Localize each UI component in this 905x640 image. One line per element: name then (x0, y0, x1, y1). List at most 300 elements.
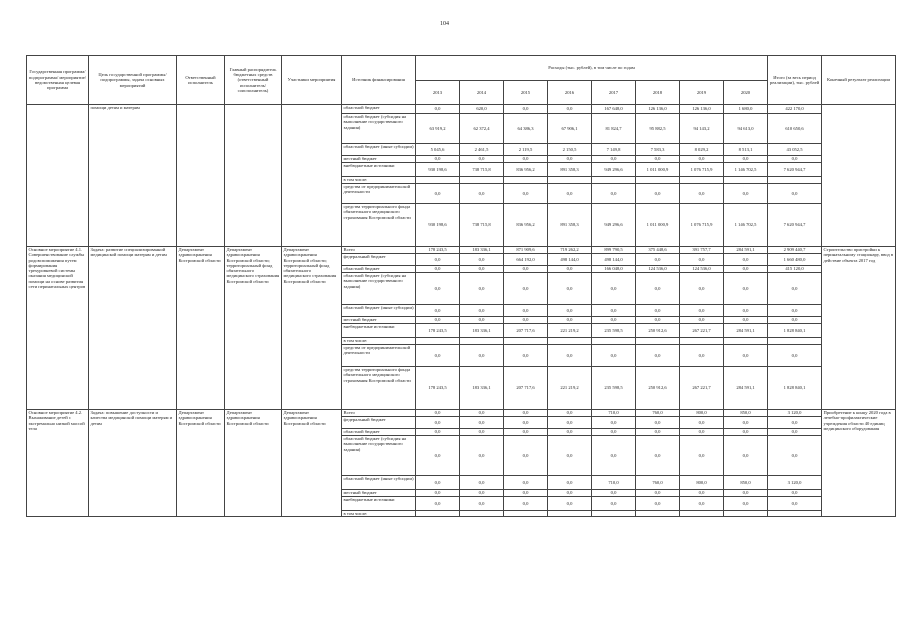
year-value (592, 511, 636, 517)
year-value: 891 358,3 (548, 163, 592, 177)
year-value: 94 143,2 (680, 114, 724, 144)
funding-source: в том числе: (342, 338, 416, 345)
year-value: 930 198,6 (416, 163, 460, 177)
total-value: 422 170,0 (768, 105, 822, 114)
year-value: 760,0 (636, 476, 680, 490)
year-value: 899 790,5 (592, 247, 636, 254)
header-result: Конечный результат реализации (822, 56, 896, 105)
year-value: 0,0 (680, 254, 724, 266)
year-value: 0,0 (504, 490, 548, 497)
year-value: 0,0 (680, 497, 724, 511)
year-value: 5 045,6 (416, 144, 460, 156)
year-value: 0,0 (460, 417, 504, 429)
year-value: 284 591,1 (724, 247, 768, 254)
budget-table (26, 55, 896, 517)
year-value: 710,0 (592, 476, 636, 490)
funding-source: областной бюджет (субсидия на выполнение государственного задания) (342, 436, 416, 476)
table-row (27, 247, 896, 254)
year-value: 267 221,7 (680, 324, 724, 338)
year-value (680, 338, 724, 345)
year-value: 738 715,8 (460, 163, 504, 177)
total-value: 1 828 840,1 (768, 367, 822, 410)
total-value: 1 660 480,0 (768, 254, 822, 266)
goal-cell: Задача: развитие специализированной медицинской помощи матерям и детям (89, 247, 177, 410)
total-value: 3 120,0 (768, 410, 822, 417)
total-value: 0,0 (768, 156, 822, 163)
year-value: 0,0 (680, 417, 724, 429)
year-value: 0,0 (548, 273, 592, 305)
year-value: 0,0 (724, 429, 768, 436)
year-value (680, 177, 724, 184)
year-value: 0,0 (416, 490, 460, 497)
year-value: 0,0 (416, 254, 460, 266)
year-value: 0,0 (548, 410, 592, 417)
year-value: 0,0 (504, 305, 548, 317)
responsible-cell: Департамент здравоохранения Костромской области (177, 247, 225, 410)
year-value: 0,0 (636, 254, 680, 266)
year-value: 0,0 (548, 105, 592, 114)
year-value: 0,0 (504, 273, 548, 305)
year-value: 375 448,6 (636, 247, 680, 254)
header-year: 2014 (460, 81, 504, 105)
year-value: 1 011 000,9 (636, 163, 680, 177)
funding-source: областной бюджет (342, 266, 416, 273)
year-value: 235 598,5 (592, 367, 636, 410)
table-row (27, 105, 896, 114)
result-cell: Строительство пристройки к перинатальному стационару, ввод в действие объекта 2017 год (822, 247, 896, 410)
year-value: 719 262,2 (548, 247, 592, 254)
year-value: 0,0 (460, 254, 504, 266)
year-value: 0,0 (680, 273, 724, 305)
year-value (636, 338, 680, 345)
year-value: 1 011 000,9 (636, 204, 680, 247)
total-value: 610 650,6 (768, 114, 822, 144)
year-value: 178 243,5 (416, 247, 460, 254)
year-value: 235 598,5 (592, 324, 636, 338)
program-cell (27, 105, 89, 247)
header-year: 2019 (680, 81, 724, 105)
year-value: 0,0 (460, 497, 504, 511)
year-value: 891 358,3 (548, 204, 592, 247)
year-value: 0,0 (416, 305, 460, 317)
year-value: 7 149,8 (592, 144, 636, 156)
year-value: 0,0 (548, 436, 592, 476)
year-value: 0,0 (504, 436, 548, 476)
year-value: 1 146 702,5 (724, 163, 768, 177)
year-value: 8 029,2 (680, 144, 724, 156)
year-value: 0,0 (724, 317, 768, 324)
year-value: 0,0 (504, 497, 548, 511)
year-value: 64 386,3 (504, 114, 548, 144)
funding-source: в том числе: (342, 177, 416, 184)
year-value: 250 912,6 (636, 367, 680, 410)
year-value: 0,0 (504, 266, 548, 273)
year-value: 0,0 (504, 410, 548, 417)
manager-cell: Департамент здравоохранения Костромской области; территориальный фонд обязательного медицинского страхования Костромской области (225, 247, 282, 410)
year-value: 0,0 (636, 436, 680, 476)
year-value: 8 513,1 (724, 144, 768, 156)
year-value (504, 177, 548, 184)
year-value: 0,0 (504, 345, 548, 367)
year-value: 850,0 (724, 410, 768, 417)
year-value: 0,0 (416, 273, 460, 305)
total-value: 415 120,0 (768, 266, 822, 273)
table-header (27, 56, 896, 105)
year-value (592, 177, 636, 184)
year-value: 250 912,6 (636, 324, 680, 338)
year-value: 0,0 (724, 266, 768, 273)
year-value: 0,0 (592, 273, 636, 305)
result-cell: Приобретение к концу 2020 года в лечебно-профилактические учреждения области 40 единиц медицинского оборудования (822, 410, 896, 517)
year-value: 178 243,5 (416, 367, 460, 410)
year-value: 166 048,0 (592, 266, 636, 273)
year-value: 0,0 (548, 156, 592, 163)
header-manager: Главный распорядитель бюджетных средств (ответственный исполнитель/ соисполнитель) (225, 56, 282, 105)
year-value: 871 909,6 (504, 247, 548, 254)
funding-source: местный бюджет (342, 317, 416, 324)
year-value (460, 177, 504, 184)
year-value: 2 461,5 (460, 144, 504, 156)
year-value: 0,0 (548, 417, 592, 429)
year-value: 0,0 (460, 273, 504, 305)
year-value: 167 648,0 (592, 105, 636, 114)
year-value: 267 221,7 (680, 367, 724, 410)
year-value: 221 219,2 (548, 324, 592, 338)
funding-source: в том числе: (342, 511, 416, 517)
year-value: 0,0 (636, 345, 680, 367)
year-value: 0,0 (548, 429, 592, 436)
header-expenses: Расходы (тыс. рублей), в том числе по годам (416, 56, 768, 81)
year-value (416, 177, 460, 184)
header-source: Источник финансирования (342, 56, 416, 105)
total-value: 7 620 944,7 (768, 204, 822, 247)
year-value: 0,0 (724, 273, 768, 305)
funding-source: внебюджетные источники (342, 324, 416, 338)
goal-cell: Задача: повышение доступности и качества медицинской помощи матерям и детям (89, 410, 177, 517)
year-value: 0,0 (460, 317, 504, 324)
year-value: 0,0 (416, 497, 460, 511)
year-value: 0,0 (724, 254, 768, 266)
year-value: 0,0 (416, 417, 460, 429)
funding-source: федеральный бюджет (342, 254, 416, 266)
year-value: 0,0 (592, 429, 636, 436)
header-year: 2013 (416, 81, 460, 105)
year-value: 0,0 (592, 490, 636, 497)
funding-source: внебюджетные источники (342, 497, 416, 511)
year-value: 0,0 (680, 436, 724, 476)
year-value: 850,0 (724, 476, 768, 490)
funding-source: Всего (342, 410, 416, 417)
year-value: 0,0 (680, 490, 724, 497)
funding-source: областной бюджет (иные субсидии) (342, 144, 416, 156)
year-value (548, 511, 592, 517)
year-value (460, 511, 504, 517)
total-value: 0,0 (768, 317, 822, 324)
year-value: 124 536,0 (680, 266, 724, 273)
funding-source: областной бюджет (иные субсидии) (342, 305, 416, 317)
year-value: 0,0 (460, 345, 504, 367)
year-value: 2 150,5 (548, 144, 592, 156)
manager-cell: Департамент здравоохранения Костромской области (225, 410, 282, 517)
funding-source: средства от предпринимательской деятельности (342, 345, 416, 367)
year-value: 498 144,0 (548, 254, 592, 266)
year-value: 0,0 (548, 317, 592, 324)
year-value: 95 882,5 (636, 114, 680, 144)
year-value: 0,0 (636, 417, 680, 429)
year-value: 0,0 (416, 410, 460, 417)
year-value: 0,0 (592, 345, 636, 367)
responsible-cell: Департамент здравоохранения Костромской области (177, 410, 225, 517)
header-year: 2016 (548, 81, 592, 105)
year-value: 0,0 (416, 184, 460, 204)
year-value (548, 338, 592, 345)
table-row (27, 410, 896, 417)
year-value: 81 824,7 (592, 114, 636, 144)
total-value: 0,0 (768, 436, 822, 476)
year-value: 221 219,2 (548, 367, 592, 410)
total-value: 2 909 440,7 (768, 247, 822, 254)
year-value: 0,0 (416, 105, 460, 114)
year-value: 0,0 (504, 429, 548, 436)
funding-source: областной бюджет (субсидия на выполнение государственного задания) (342, 273, 416, 305)
year-value: 0,0 (460, 436, 504, 476)
year-value: 0,0 (724, 497, 768, 511)
funding-source: Всего (342, 247, 416, 254)
total-value (768, 338, 822, 345)
year-value: 0,0 (680, 156, 724, 163)
year-value: 0,0 (548, 184, 592, 204)
year-value: 0,0 (548, 345, 592, 367)
total-value: 0,0 (768, 417, 822, 429)
year-value (680, 511, 724, 517)
year-value: 949 296,6 (592, 163, 636, 177)
header-participants: Участники мероприятия (282, 56, 342, 105)
year-value: 930 198,6 (416, 204, 460, 247)
year-value (724, 177, 768, 184)
funding-source: федеральный бюджет (342, 417, 416, 429)
year-value: 67 906,1 (548, 114, 592, 144)
year-value: 0,0 (460, 429, 504, 436)
total-value (768, 511, 822, 517)
total-value: 43 052,5 (768, 144, 822, 156)
year-value: 0,0 (416, 429, 460, 436)
participants-cell: Департамент здравоохранения Костромской области; территориальный фонд обязательного медицинского страхования Костромской области (282, 247, 342, 410)
year-value: 0,0 (416, 436, 460, 476)
total-value: 0,0 (768, 345, 822, 367)
year-value: 124 536,0 (636, 266, 680, 273)
year-value (636, 511, 680, 517)
year-value: 738 715,8 (460, 204, 504, 247)
year-value: 0,0 (636, 305, 680, 317)
year-value (416, 338, 460, 345)
year-value: 0,0 (416, 476, 460, 490)
year-value (416, 511, 460, 517)
year-value: 0,0 (724, 490, 768, 497)
year-value: 800,0 (680, 410, 724, 417)
year-value: 0,0 (636, 429, 680, 436)
year-value: 0,0 (460, 266, 504, 273)
year-value: 391 757,7 (680, 247, 724, 254)
year-value: 836 956,2 (504, 204, 548, 247)
year-value: 0,0 (680, 317, 724, 324)
year-value: 0,0 (416, 156, 460, 163)
year-value: 0,0 (724, 345, 768, 367)
year-value: 0,0 (592, 184, 636, 204)
year-value: 0,0 (636, 317, 680, 324)
year-value: 0,0 (504, 476, 548, 490)
year-value: 0,0 (592, 317, 636, 324)
year-value: 0,0 (636, 156, 680, 163)
header-year: 2020 (724, 81, 768, 105)
year-value: 63 919,2 (416, 114, 460, 144)
year-value: 0,0 (548, 266, 592, 273)
total-value: 0,0 (768, 184, 822, 204)
year-value: 800,0 (680, 476, 724, 490)
year-value: 207 717,6 (504, 367, 548, 410)
year-value: 0,0 (460, 156, 504, 163)
funding-source: областной бюджет (иные субсидии) (342, 476, 416, 490)
year-value: 0,0 (504, 105, 548, 114)
header-responsible: Ответственный исполнитель (177, 56, 225, 105)
year-value: 0,0 (724, 184, 768, 204)
year-value: 498 144,0 (592, 254, 636, 266)
year-value: 183 336,1 (460, 324, 504, 338)
participants-cell: Департамент здравоохранения Костромской области (282, 410, 342, 517)
year-value: 1 146 702,5 (724, 204, 768, 247)
header-goal: Цель государственной программы/подпрограммы, задача основных мероприятий (89, 56, 177, 105)
year-value: 183 336,1 (460, 367, 504, 410)
header-year: 2017 (592, 81, 636, 105)
funding-source: средства территориального фонда обязательного медицинского страхования Костромской области (342, 367, 416, 410)
result-cell (822, 105, 896, 247)
total-value: 0,0 (768, 497, 822, 511)
header-year: 2018 (636, 81, 680, 105)
year-value: 207 717,6 (504, 324, 548, 338)
program-cell: Основное мероприятие 4.2. Выхаживание детей с экстремально низкой массой тела (27, 410, 89, 517)
total-value: 3 120,0 (768, 476, 822, 490)
year-value: 0,0 (504, 317, 548, 324)
funding-source: средства территориального фонда обязательного медицинского страхования Костромской области (342, 204, 416, 247)
year-value: 0,0 (504, 184, 548, 204)
year-value: 0,0 (460, 476, 504, 490)
year-value: 0,0 (636, 490, 680, 497)
funding-source: местный бюджет (342, 490, 416, 497)
year-value: 2 119,5 (504, 144, 548, 156)
goal-cell: помощи детям и матерям (89, 105, 177, 247)
year-value (724, 338, 768, 345)
total-value: 0,0 (768, 273, 822, 305)
total-value: 0,0 (768, 305, 822, 317)
year-value: 1 076 715,9 (680, 204, 724, 247)
year-value: 0,0 (416, 266, 460, 273)
year-value: 620,0 (460, 105, 504, 114)
year-value: 0,0 (636, 497, 680, 511)
year-value: 0,0 (548, 497, 592, 511)
funding-source: областной бюджет (342, 105, 416, 114)
year-value: 0,0 (592, 305, 636, 317)
total-value (768, 177, 822, 184)
header-year: 2015 (504, 81, 548, 105)
year-value: 0,0 (636, 184, 680, 204)
header-total: Итого (за весь период реализации), тыс. рублей (768, 56, 822, 105)
year-value: 0,0 (416, 345, 460, 367)
year-value: 126 136,0 (680, 105, 724, 114)
year-value: 0,0 (460, 410, 504, 417)
total-value: 7 620 944,7 (768, 163, 822, 177)
year-value: 0,0 (460, 490, 504, 497)
year-value (592, 338, 636, 345)
year-value: 836 956,2 (504, 163, 548, 177)
year-value: 0,0 (592, 436, 636, 476)
year-value: 62 372,4 (460, 114, 504, 144)
year-value: 284 591,1 (724, 367, 768, 410)
year-value: 0,0 (548, 490, 592, 497)
year-value: 0,0 (724, 436, 768, 476)
year-value: 1 076 715,9 (680, 163, 724, 177)
year-value: 0,0 (460, 305, 504, 317)
year-value: 0,0 (636, 273, 680, 305)
year-value: 1 680,0 (724, 105, 768, 114)
header-program: Государственная программа/подпрограмма/ мероприятие/ ведомственная целевая программа (27, 56, 89, 105)
year-value: 0,0 (548, 476, 592, 490)
year-value (460, 338, 504, 345)
year-value: 0,0 (680, 305, 724, 317)
year-value: 178 243,5 (416, 324, 460, 338)
year-value: 0,0 (592, 497, 636, 511)
page-number: 104 (440, 21, 449, 27)
year-value: 0,0 (680, 429, 724, 436)
year-value: 949 296,6 (592, 204, 636, 247)
responsible-cell (177, 105, 225, 247)
year-value: 0,0 (460, 184, 504, 204)
year-value: 7 583,3 (636, 144, 680, 156)
total-value: 0,0 (768, 490, 822, 497)
year-value (504, 511, 548, 517)
year-value (636, 177, 680, 184)
year-value: 0,0 (416, 317, 460, 324)
year-value: 664 192,0 (504, 254, 548, 266)
total-value: 0,0 (768, 429, 822, 436)
funding-source: внебюджетные источники (342, 163, 416, 177)
year-value: 183 336,1 (460, 247, 504, 254)
year-value: 0,0 (724, 156, 768, 163)
year-value: 0,0 (548, 305, 592, 317)
year-value: 94 613,0 (724, 114, 768, 144)
year-value: 0,0 (504, 417, 548, 429)
funding-source: средства от предпринимательской деятельности (342, 184, 416, 204)
total-value: 1 828 840,1 (768, 324, 822, 338)
participants-cell (282, 105, 342, 247)
program-cell: Основное мероприятие 4.1. Совершенствование службы родовспоможения путем формирования трехуровневой системы оказания медицинской помощи на основе развития сети перинатальных центров (27, 247, 89, 410)
funding-source: местный бюджет (342, 156, 416, 163)
year-value: 0,0 (724, 305, 768, 317)
year-value: 0,0 (680, 345, 724, 367)
year-value: 710,0 (592, 410, 636, 417)
year-value (504, 338, 548, 345)
year-value (724, 511, 768, 517)
year-value (548, 177, 592, 184)
year-value: 0,0 (592, 156, 636, 163)
year-value: 0,0 (592, 417, 636, 429)
manager-cell (225, 105, 282, 247)
year-value: 284 591,1 (724, 324, 768, 338)
funding-source: областной бюджет (342, 429, 416, 436)
year-value: 0,0 (724, 417, 768, 429)
year-value: 0,0 (680, 184, 724, 204)
year-value: 760,0 (636, 410, 680, 417)
funding-source: областной бюджет (субсидия на выполнение государственного задания) (342, 114, 416, 144)
year-value: 126 136,0 (636, 105, 680, 114)
